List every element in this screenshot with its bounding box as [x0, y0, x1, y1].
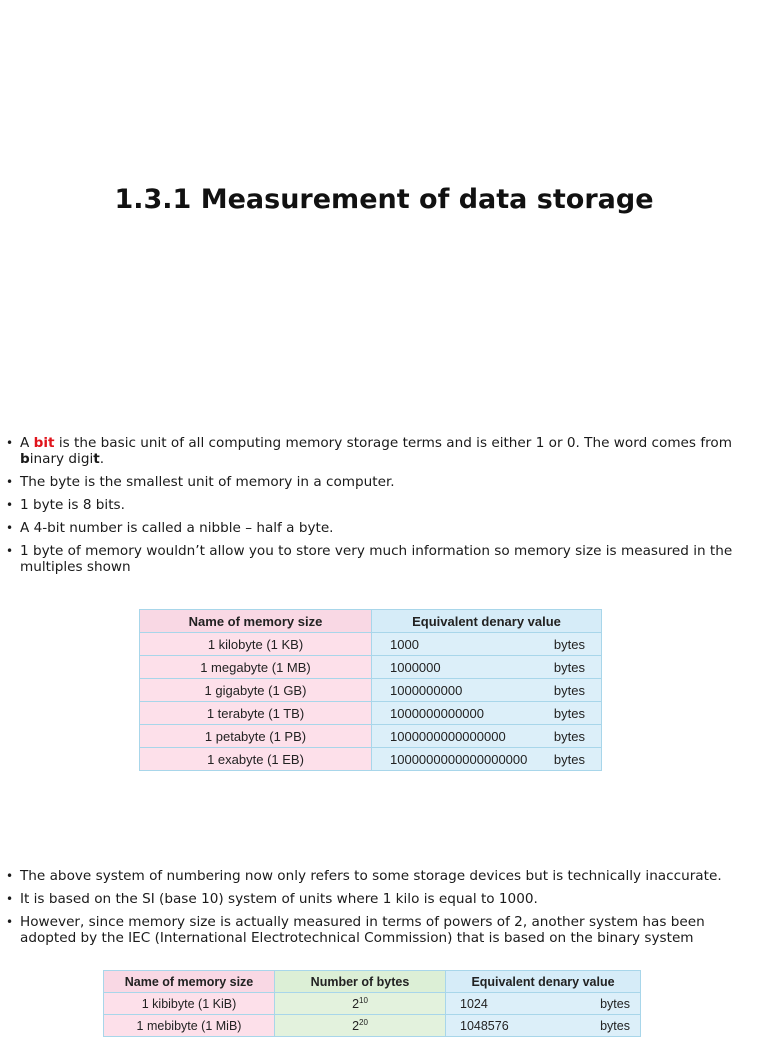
table-row [140, 702, 602, 725]
bullet-item: • However, since memory size is actually measured in terms of powers of 2, another system has been adopted by the IEC (International Electrotechnical Commission) that is based on the binary system [6, 914, 746, 946]
table-row [140, 748, 602, 771]
table-header-row [104, 971, 641, 993]
memory-size-name: 1 terabyte (1 TB) [140, 702, 372, 725]
power-of-two-cell: $2^{20}$ [275, 1015, 446, 1037]
bullet-list-intro [6, 435, 746, 582]
table-row [140, 679, 602, 702]
memory-size-name: 1 gigabyte (1 GB) [140, 679, 372, 702]
memory-size-name: 1 kilobyte (1 KB) [140, 633, 372, 656]
bullet-list-iec [6, 868, 746, 953]
memory-size-name: 1 exabyte (1 EB) [140, 748, 372, 771]
memory-size-name: 1 megabyte (1 MB) [140, 656, 372, 679]
column-header: Name of memory size [104, 971, 275, 993]
denary-value-cell: 1000000000000000 bytes [372, 725, 602, 748]
table-row [140, 633, 602, 656]
table-row [140, 656, 602, 679]
table-row [140, 725, 602, 748]
denary-value-cell: 1000000000000 bytes [372, 702, 602, 725]
bullet-item: • A 4-bit number is called a nibble – half a byte. [6, 520, 746, 536]
denary-value-cell: 1000000 bytes [372, 656, 602, 679]
highlight-bit: bit [33, 435, 55, 451]
page-title: 1.3.1 Measurement of data storage [114, 184, 654, 215]
bullet-item: • The byte is the smallest unit of memory in a computer. [6, 474, 746, 490]
bullet-item: • The above system of numbering now only refers to some storage devices but is technically inaccurate. [6, 868, 746, 884]
column-header: Equivalent denary value [446, 971, 641, 993]
denary-value-cell: 1024 bytes [446, 993, 641, 1015]
memory-size-name: 1 kibibyte (1 KiB) [104, 993, 275, 1015]
power-of-two-cell: $2^{10}$ [275, 993, 446, 1015]
table-row [104, 1015, 641, 1037]
column-header: Number of bytes [275, 971, 446, 993]
table-header-row [140, 610, 602, 633]
bullet-item: • A bit is the basic unit of all computing memory storage terms and is either 1 or 0. The word comes from binary digit. [6, 435, 746, 467]
iec-memory-table [103, 970, 641, 1037]
denary-value-cell: 1048576 bytes [446, 1015, 641, 1037]
bullet-item: • 1 byte is 8 bits. [6, 497, 746, 513]
denary-value-cell: 1000 bytes [372, 633, 602, 656]
memory-size-name: 1 mebibyte (1 MiB) [104, 1015, 275, 1037]
table-row [104, 993, 641, 1015]
denary-value-cell: 1000000000 bytes [372, 679, 602, 702]
column-header: Name of memory size [140, 610, 372, 633]
bullet-item: • It is based on the SI (base 10) system of units where 1 kilo is equal to 1000. [6, 891, 746, 907]
denary-value-cell: 1000000000000000000 bytes [372, 748, 602, 771]
si-memory-table [139, 609, 602, 771]
memory-size-name: 1 petabyte (1 PB) [140, 725, 372, 748]
column-header: Equivalent denary value [372, 610, 602, 633]
bullet-item: • 1 byte of memory wouldn’t allow you to store very much information so memory size is measured in the multiples shown [6, 543, 746, 575]
